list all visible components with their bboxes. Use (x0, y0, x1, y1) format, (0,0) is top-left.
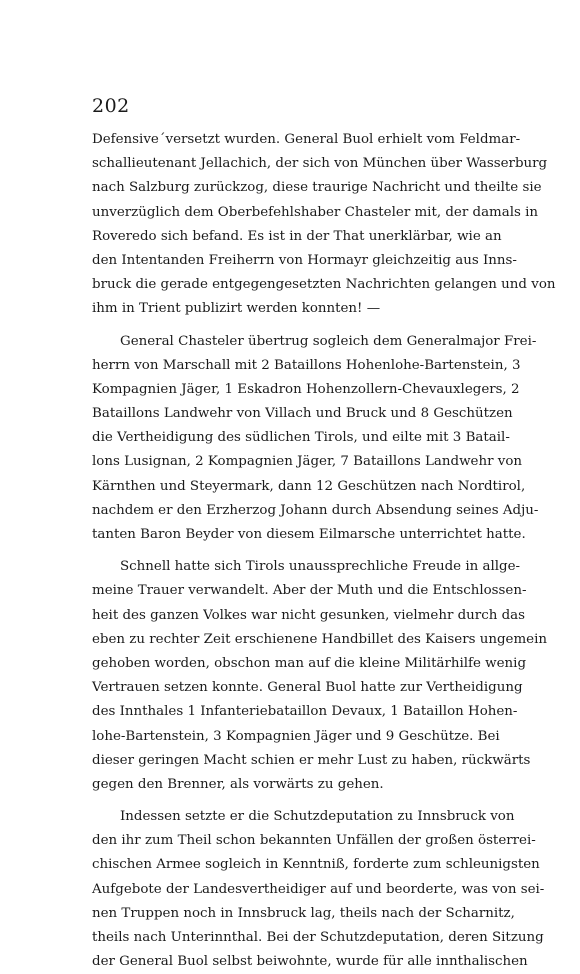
text-line: nachdem er den Erzherzog Johann durch Absendung seines Adju- (92, 502, 539, 518)
text-line: Indessen setzte er die Schutzdeputation zu Innsbruck von (120, 809, 515, 825)
text-line: der General Buol selbst beiwohnte, wurde für alle innthalischen (92, 954, 528, 970)
text-line: des Innthales 1 Infanteriebataillon Devaux, 1 Bataillon Hohen- (92, 704, 518, 720)
text-line: Kompagnien Jäger, 1 Eskadron Hohenzollern-Chevauxlegers, 2 (92, 381, 520, 397)
text-line: chischen Armee sogleich in Kenntniß, forderte zum schleunigsten (92, 857, 540, 873)
text-line: heit des ganzen Volkes war nicht gesunken, vielmehr durch das (92, 607, 526, 623)
text-line: Kärnthen und Steyermark, dann 12 Geschützen nach Nordtirol, (92, 478, 526, 494)
text-line: theils nach Unterinnthal. Bei der Schutzdeputation, deren Sitzung (92, 930, 544, 945)
text-line: den Intentanden Freiherrn von Hormayr gleichzeitig aus Inns- (92, 252, 517, 268)
text-line: lohe-Bartenstein, 3 Kompagnien Jäger und 9 Geschütze. Bei (92, 728, 500, 744)
body-text (92, 128, 556, 974)
text-line: dieser geringen Macht schien er mehr Lust zu haben, rückwärts (92, 752, 531, 768)
text-line: gehoben worden, obschon man auf die kleine Militärhilfe wenig (92, 655, 527, 671)
text-line: Bataillons Landwehr von Villach und Bruck und 8 Geschützen (92, 406, 513, 422)
text-line: bruck die gerade entgegengesetzten Nachrichten gelangen und von (92, 277, 556, 293)
text-line: Aufgebote der Landesvertheidiger auf und beorderte, was von sei- (92, 881, 545, 897)
paragraph (92, 128, 556, 322)
paragraph (92, 805, 545, 974)
text-line: lons Lusignan, 2 Kompagnien Jäger, 7 Bataillons Landwehr von (92, 454, 523, 470)
text-line: gegen den Brenner, als vorwärts zu gehen. (92, 776, 384, 792)
page-number: 202 (92, 95, 130, 117)
text-line: nen Truppen noch in Innsbruck lag, theils nach der Scharnitz, (92, 905, 515, 921)
text-line: tanten Baron Beyder von diesem Eilmarsche unterrichtet hatte. (92, 527, 526, 542)
text-line: schallieutenant Jellachich, der sich von München über Wasserburg (92, 156, 548, 172)
text-line: General Chasteler übertrug sogleich dem Generalmajor Frei- (120, 333, 537, 349)
text-line: nach Salzburg zurückzog, diese traurige Nachricht und theilte sie (92, 180, 542, 196)
text-line: die Vertheidigung des südlichen Tirols, und eilte mit 3 Batail- (92, 430, 510, 446)
text-line: Roveredo sich befand. Es ist in der That unerklärbar, wie an (92, 228, 502, 244)
text-line: ihm in Trient publizirt werden konnten! — (92, 301, 381, 317)
text-line: meine Trauer verwandelt. Aber der Muth und die Entschlossen- (92, 583, 527, 599)
text-line: Defensive´versetzt wurden. General Buol erhielt vom Feldmar- (92, 132, 521, 147)
text-line: unverzüglich dem Oberbefehlshaber Chasteler mit, der damals in (92, 204, 539, 220)
text-line: Schnell hatte sich Tirols unaussprechliche Freude in allge- (120, 559, 521, 575)
text-line: den ihr zum Theil schon bekannten Unfällen der großen österrei- (92, 833, 536, 849)
paragraph (92, 330, 539, 548)
text-line: herrn von Marschall mit 2 Bataillons Hohenlohe-Bartenstein, 3 (92, 357, 521, 373)
text-line: eben zu rechter Zeit erschienene Handbillet des Kaisers ungemein (92, 631, 548, 647)
paragraph (92, 555, 548, 797)
text-line: Vertrauen setzen konnte. General Buol hatte zur Vertheidigung (92, 680, 523, 696)
